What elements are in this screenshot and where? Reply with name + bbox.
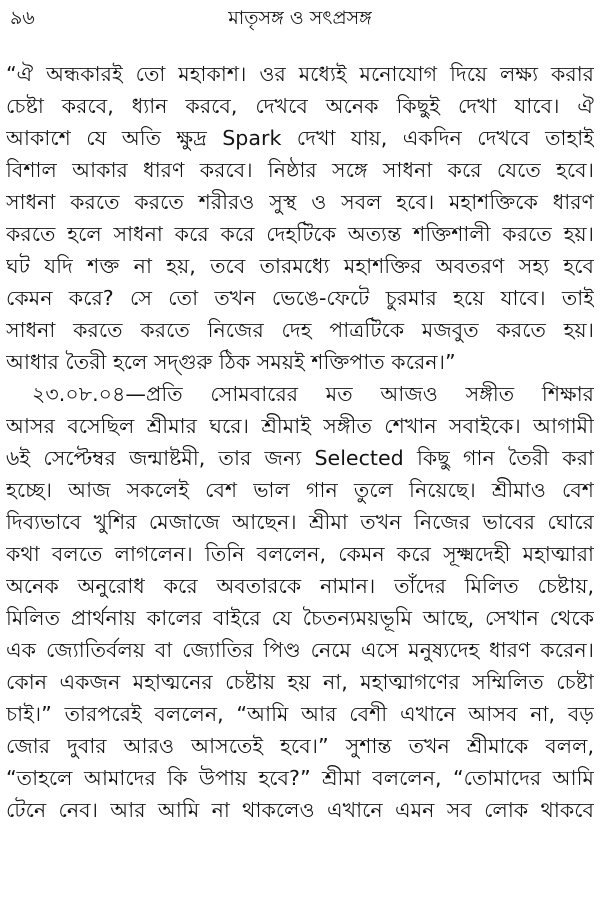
text-line: কোন একজন মহাত্মনের চেষ্টায় হয় না, মহাত্মাগণের সম্মিলিত চেষ্টা bbox=[6, 670, 594, 694]
paragraph bbox=[6, 378, 594, 826]
text-line: ঘট যদি শক্ত না হয়, তবে তারমধ্যে মহাশক্তির অবতরণ সহ্য হবে bbox=[6, 254, 594, 278]
text-line: বিশাল আকার ধারণ করবে। নিষ্ঠার সঙ্গে সাধনা করে যেতে হবে। bbox=[6, 158, 594, 182]
text-line: সাধনা করতে করতে নিজের দেহ পাত্রটিকে মজবুত করতে হয়। bbox=[6, 318, 594, 342]
text-line: জোর দুবার আরও আসতেই হবে।” সুশান্ত তখন শ্রীমাকে বলল, bbox=[6, 734, 594, 758]
text-line: দিব্যভাবে খুশির মেজাজে আছেন। শ্রীমা তখন নিজের ভাবের ঘোরে bbox=[6, 510, 594, 534]
text-line: আসর বসেছিল শ্রীমার ঘরে। শ্রীমাই সঙ্গীত শেখান সবাইকে। আগামী bbox=[6, 414, 594, 438]
text-line: “ঐ অন্ধকারই তো মহাকাশ। ওর মধ্যেই মনোযোগ দিয়ে লক্ষ্য করার bbox=[6, 62, 594, 86]
text-line: আকাশে যে অতি ক্ষুদ্র Spark দেখা যায়, একদিন দেখবে তাহাই bbox=[6, 126, 594, 150]
text-line: চেষ্টা করবে, ধ্যান করবে, দেখবে অনেক কিছুই দেখা যাবে। ঐ bbox=[6, 94, 594, 118]
text-line: মিলিত প্রার্থনায় কালের বাইরে যে চৈতন্যময়ভূমি আছে, সেখান থেকে bbox=[6, 606, 594, 630]
text-line: কথা বলতে লাগলেন। তিনি বললেন, কেমন করে সূক্ষ্মদেহী মহাত্মারা bbox=[6, 542, 594, 566]
paragraph bbox=[6, 58, 594, 378]
running-title: মাতৃসঙ্গ ও সৎপ্রসঙ্গ bbox=[228, 7, 372, 29]
text-line: ৬ই সেপ্টেম্বর জন্মাষ্টমী, তার জন্য Selected কিছু গান তৈরী করা bbox=[6, 446, 594, 470]
text-line: সাধনা করতে করতে শরীরও সুস্থ ও সবল হবে। মহাশক্তিকে ধারণ bbox=[6, 190, 594, 214]
body-text bbox=[6, 58, 594, 826]
text-line: আধার তৈরী হলে সদ্গুরু ঠিক সময়ই শক্তিপাত করেন।” bbox=[6, 350, 456, 374]
text-line: ২৩.০৮.০৪—প্রতি সোমবারের মত আজও সঙ্গীত শিক্ষার bbox=[32, 382, 594, 406]
text-line: কেমন করে? সে তো তখন ভেঙে-ফেটে চুরমার হয়ে যাবে। তাই bbox=[6, 286, 594, 310]
text-line: এক জ্যোতির্বলয় বা জ্যোতির পিণ্ড নেমে এসে মনুষ্যদেহ ধারণ করেন। bbox=[6, 638, 594, 662]
text-line: হচ্ছে। আজ সকলেই বেশ ভাল গান তুলে নিয়েছে। শ্রীমাও বেশ bbox=[6, 478, 594, 502]
text-line: টেনে নেব। আর আমি না থাকলেও এখানে এমন সব লোক থাকবে bbox=[6, 798, 594, 822]
text-line: চাই।” তারপরেই বললেন, “আমি আর বেশী এখানে আসব না, বড় bbox=[6, 702, 594, 726]
page-number: ৯৬ bbox=[10, 7, 35, 29]
page-header bbox=[8, 4, 592, 34]
text-line: অনেক অনুরোধ করে অবতারকে নামান। তাঁদের মিলিত চেষ্টায়, bbox=[6, 574, 594, 598]
text-line: “তাহলে আমাদের কি উপায় হবে?” শ্রীমা বললেন, “তোমাদের আমি bbox=[6, 766, 594, 790]
text-line: করতে হলে সাধনা করে করে দেহটিকে অত্যন্ত শক্তিশালী করতে হয়। bbox=[6, 222, 594, 246]
